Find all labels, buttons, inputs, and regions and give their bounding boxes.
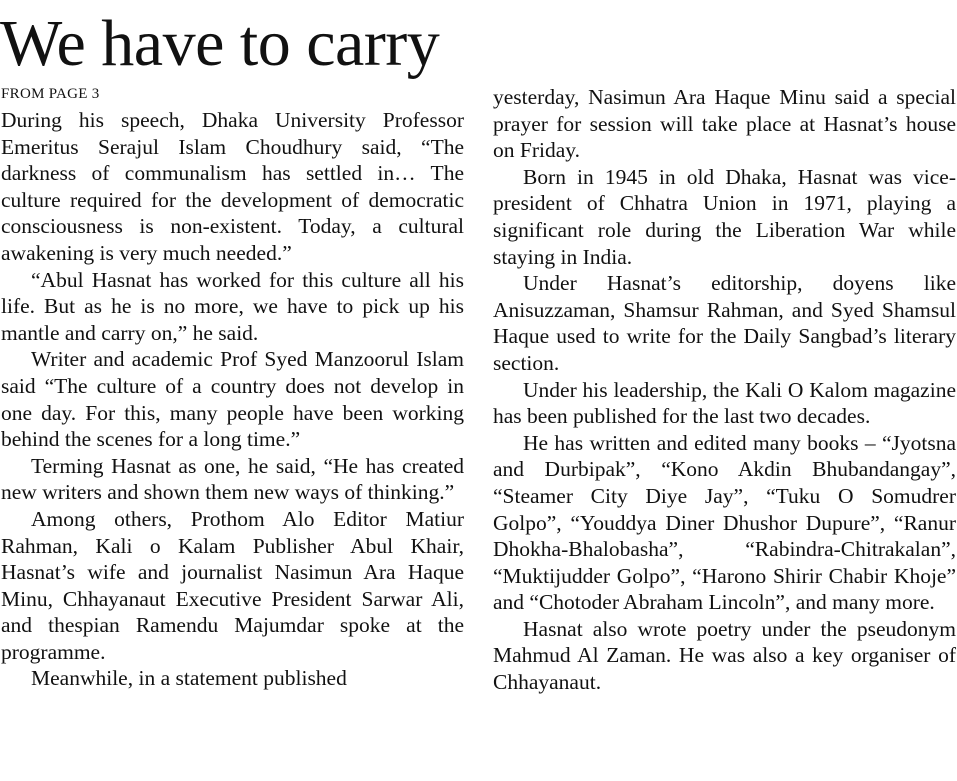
headline: We have to carry [0,7,440,80]
left-column [1,107,464,692]
jump-line: FROM PAGE 3 [1,86,100,102]
right-column [493,84,956,696]
paragraph: Terming Hasnat as one, he said, “He has created new writers and shown them new ways of thinking.” [1,453,464,505]
paragraph: Under his leadership, the Kali O Kalom magazine has been published for the last two decades. [493,377,956,429]
paragraph: Hasnat also wrote poetry under the pseudonym Mahmud Al Zaman. He was also a key organiser of Chhayanaut. [493,616,956,695]
paragraph: Born in 1945 in old Dhaka, Hasnat was vice-president of Chhatra Union in 1971, playing a significant role during the Liberation War while staying in India. [493,164,956,269]
paragraph: During his speech, Dhaka University Professor Emeritus Serajul Islam Choudhury said, “The darkness of communalism has settled in… The culture required for the development of democratic consciousness is non-existent. Today, a cultural awakening is very much needed.” [1,108,464,265]
paragraph: yesterday, Nasimun Ara Haque Minu said a special prayer for session will take place at Hasnat’s house on Friday. [493,85,956,163]
paragraph: “Abul Hasnat has worked for this culture all his life. But as he is no more, we have to pick up his mantle and carry on,” he said. [1,267,464,345]
paragraph: Meanwhile, in a statement published [31,666,347,691]
paragraph: Among others, Prothom Alo Editor Matiur Rahman, Kali o Kalam Publisher Abul Khair, Hasnat’s wife and journalist Nasimun Ara Haque Minu, Chhayanaut Executive President Sarwar Ali, and thespian Ramendu Majumdar spoke at the programme. [1,506,464,664]
paragraph: Under Hasnat’s editorship, doyens like Anisuzzaman, Shamsur Rahman, and Syed Shamsul Haque used to write for the Daily Sangbad’s literary section. [493,271,956,375]
paragraph: He has written and edited many books – “Jyotsna and Durbipak”, “Kono Akdin Bhubandangay”, “Steamer City Diye Jay”, “Tuku O Somudrer Golpo”, “Youddya Diner Dhushor Dupure”, “Ranur Dhokha-Bhalobasha”, “Rabindra-Chitrakalan”, “Muktijudder Golpo”, “Harono Shirir Chabir Khoje” and “Chotoder Abraham Lincoln”, and many more. [493,430,956,615]
paragraph: Writer and academic Prof Syed Manzoorul Islam said “The culture of a country does not develop in one day. For this, many people have been working behind the scenes for a long time.” [1,347,464,452]
